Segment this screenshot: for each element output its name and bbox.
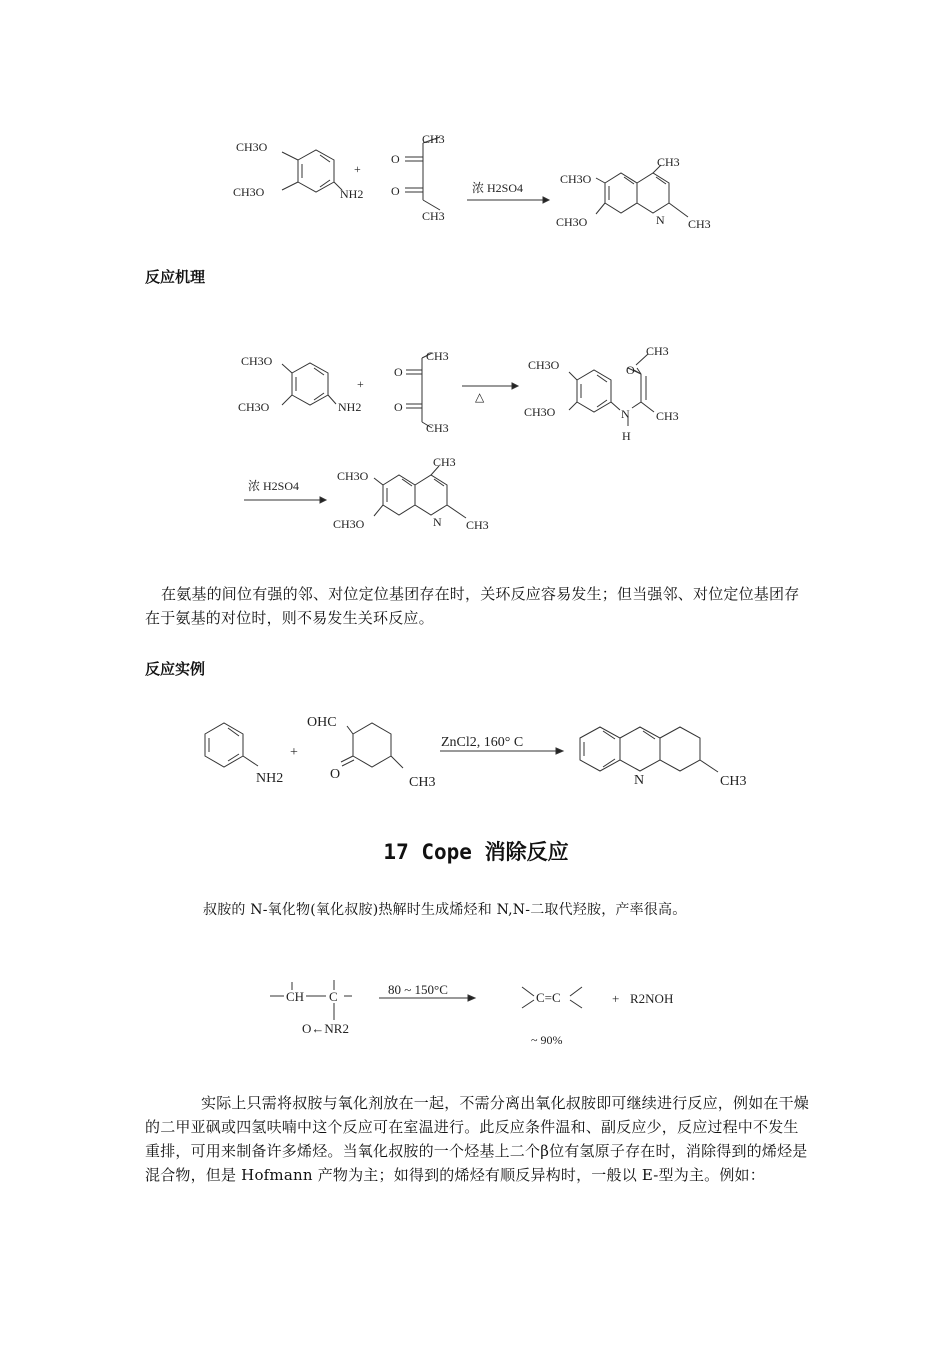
s2-r1-ch3o-2: CH3O [238,400,270,414]
s3-reagent: ZnCl2, 160° C [441,735,524,750]
s1-r1-benzene-ring [298,150,334,192]
s2-heat-condition: △ [475,390,485,404]
s2-reagent: 浓 H2SO4 [248,479,300,493]
scheme-4-cope [0,960,952,1060]
s2-i-ch3-top: CH3 [646,344,669,358]
s2-r1-ch3o-1: CH3O [241,354,273,368]
s2-r2-o-2: O [394,400,403,414]
s2-i-ch3o-1: CH3O [528,358,560,372]
paragraph-cope-detail: 实际上只需将叔胺与氧化剂放在一起，不需分离出氧化叔胺即可继续进行反应，例如在干燥的二甲亚砜或四氢呋喃中这个反应可在室温进行。此反应条件温和、副反应少，反应过程中不发生重排，可用来制备许多烯烃。当氧化叔胺的一个烃基上二个β位有氢原子存在时，消除得到的烯烃是混合物，但是 Hofmann 产物为主；如得到的烯烃有顺反异构时，一般以 E-型为主。例如： [145,1094,810,1184]
s1-reagent: 浓 H2SO4 [472,181,524,195]
s2-i-h: H [622,429,631,443]
s1-r2-ch3-bottom: CH3 [422,209,445,223]
s4-alkene: C=C [536,990,561,1005]
s2-i-n: N [621,407,630,421]
scheme-3-example [0,700,952,810]
s1-p-ch3-top: CH3 [657,155,680,169]
s2-i-o: O [626,363,635,377]
s3-cho: OHC [307,715,337,730]
s2-i-ch3o-2: CH3O [524,405,556,419]
s1-r2-ch3-top: CH3 [422,132,445,146]
s3-aniline-nh2: NH2 [256,771,284,786]
s1-r2-o-1: O [391,152,400,166]
s2-r2-o-1: O [394,365,403,379]
s2-p-ch3-top: CH3 [433,455,456,469]
s1-p-ch3o-1: CH3O [560,172,592,186]
s2-i-ch3-right: CH3 [656,409,679,423]
s2-r2-ch3-bottom: CH3 [426,421,449,435]
s1-plus: + [354,162,361,176]
s4-c: C [329,989,338,1004]
s1-p-ch3-right: CH3 [688,217,711,231]
scheme-1-reaction [0,0,952,260]
s3-p-ch3: CH3 [720,774,747,789]
s1-r2-o-2: O [391,184,400,198]
scheme-2-mechanism [0,320,952,560]
s4-condition: 80 ~ 150°C [388,982,448,997]
s1-r1-nh2: NH2 [340,187,364,201]
s4-n-oxide: O←NR2 [302,1021,349,1036]
s3-aniline-ring [205,723,243,767]
s3-r2-ch3: CH3 [409,775,436,790]
s1-r1-ch3o-1: CH3O [236,140,268,154]
s1-r1-ch3o-2: CH3O [233,185,265,199]
heading-mechanism: 反应机理 [145,268,206,286]
s3-plus: + [290,745,298,760]
section-title-cope: 17 Cope 消除反应 [383,840,569,864]
s4-hydroxylamine: R2NOH [630,991,674,1006]
s4-ch: CH [286,989,305,1004]
heading-example: 反应实例 [145,660,206,678]
s3-ketone-o: O [330,767,341,782]
s2-p-n: N [433,515,442,529]
s2-r2-ch3-top: CH3 [426,349,449,363]
paragraph-cope-intro: 叔胺的 N-氧化物(氧化叔胺)热解时生成烯烃和 N,N-二取代羟胺，产率很高。 [203,902,687,918]
s4-plus: + [612,991,620,1006]
s1-p-n: N [656,213,665,227]
s2-p-ch3-right: CH3 [466,518,489,532]
s4-yield: ~ 90% [531,1033,563,1047]
s2-r1-benzene-ring [292,363,328,405]
paragraph-orientation: 在氨基的间位有强的邻、对位定位基团存在时，关环反应容易发生；但当强邻、对位定位基团存在于氨基的对位时，则不易发生关环反应。 [145,585,800,627]
s2-p-ch3o-2: CH3O [333,517,365,531]
s2-r1-nh2: NH2 [338,400,362,414]
s1-p-ch3o-2: CH3O [556,215,588,229]
s3-p-n: N [634,773,645,788]
s2-p-ch3o-1: CH3O [337,469,369,483]
s2-plus: + [357,377,364,391]
